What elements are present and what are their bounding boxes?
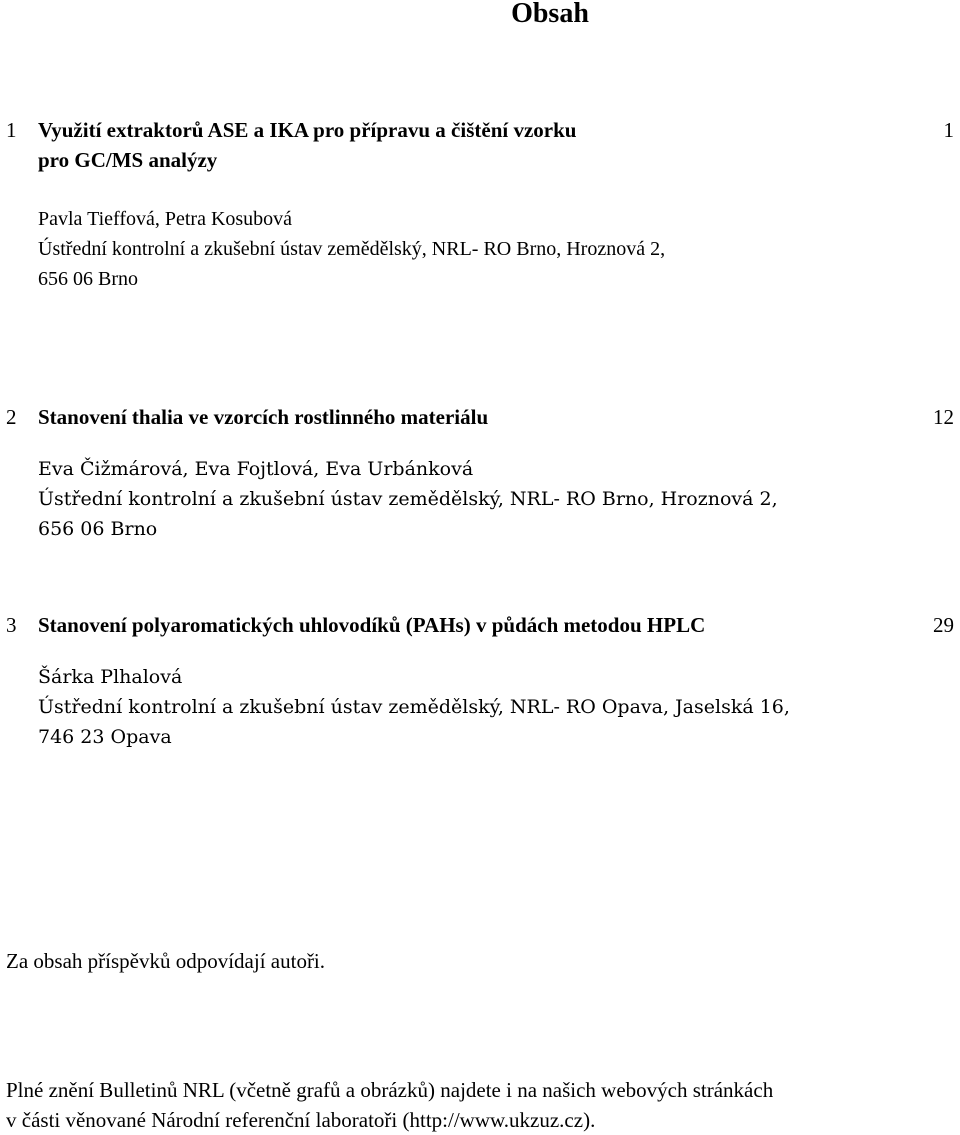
entry-authors: Šárka Plhalová xyxy=(38,666,183,688)
footer-line: v části věnované Národní referenční laboratoři (http://www.ukzuz.cz). xyxy=(6,1108,596,1132)
page-heading: Obsah xyxy=(511,0,589,29)
entry-title-line: Stanovení thalia ve vzorcích rostlinného materiálu xyxy=(38,405,489,429)
entry-title-line: Využití extraktorů ASE a IKA pro přípravu a čištění vzorku xyxy=(38,118,577,142)
entry-authors: Eva Čižmárová, Eva Fojtlová, Eva Urbánková xyxy=(38,458,474,480)
entry-institution-address: 656 06 Brno xyxy=(38,518,158,540)
entry-page-number: 12 xyxy=(933,405,954,429)
entry-number: 1 xyxy=(6,118,17,142)
entry-title xyxy=(38,610,888,640)
entry-institution: Ústřední kontrolní a zkušební ústav zemědělský, NRL- RO Opava, Jaselská 16, xyxy=(38,696,790,718)
entry-title xyxy=(38,402,888,432)
entry-authors-block xyxy=(38,204,918,294)
entry-title-line: pro GC/MS analýzy xyxy=(38,148,218,172)
entry-number: 3 xyxy=(6,613,17,637)
entry-institution-address: 746 23 Opava xyxy=(38,726,172,748)
entry-number: 2 xyxy=(6,405,17,429)
entry-page-number: 29 xyxy=(933,613,954,637)
entry-authors: Pavla Tieffová, Petra Kosubová xyxy=(38,208,293,230)
entry-title-line: Stanovení polyaromatických uhlovodíků (PAHs) v půdách metodou HPLC xyxy=(38,613,706,637)
entry-authors-block xyxy=(38,662,918,752)
entry-institution: Ústřední kontrolní a zkušební ústav zemědělský, NRL- RO Brno, Hroznová 2, xyxy=(38,238,666,260)
footer-note xyxy=(6,1075,956,1135)
footer-line: Plné znění Bulletinů NRL (včetně grafů a obrázků) najdete i na našich webových stránkách xyxy=(6,1078,774,1102)
disclaimer: Za obsah příspěvků odpovídají autoři. xyxy=(6,949,326,973)
entry-authors-block xyxy=(38,454,918,544)
entry-institution: Ústřední kontrolní a zkušební ústav zemědělský, NRL- RO Brno, Hroznová 2, xyxy=(38,488,778,510)
entry-institution-address: 656 06 Brno xyxy=(38,268,138,290)
entry-title xyxy=(38,115,888,175)
entry-page-number: 1 xyxy=(943,118,954,142)
